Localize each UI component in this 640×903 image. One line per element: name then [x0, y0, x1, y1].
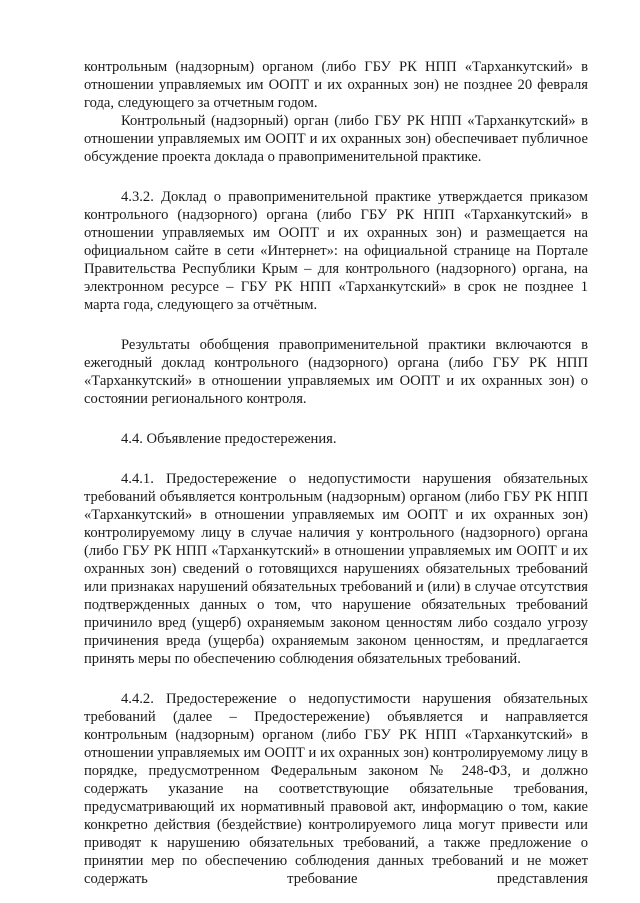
- paragraph-4-4-2: 4.4.2. Предостережение о недопустимости нарушения обязательных требований (далее – Предостережение) объявляется и направляется контрольным (надзорным) органом (либо ГБУ РК НПП «Тарханкутский» в отношении управляемых им ООПТ и их охранных зон) контролируемому лицу в порядке, предусмотренном Федеральным законом № 248-ФЗ, и должно содержать указание на соответствующие обязательные требования, предусматривающий их нормативный правовой акт, информацию о том, какие конкретно действия (бездействие) контролируемого лица могут привести или приводят к нарушению обязательных требований, а также предложение о принятии мер по обеспечению соблюдения данных требований и не может содержать требование представления: [84, 691, 588, 887]
- paragraph-continuation: контрольным (надзорным) органом (либо ГБУ РК НПП «Тарханкутский» в отношении управляемых им ООПТ и их охранных зон) не позднее 20 февраля года, следующего за отчетным годом.: [84, 59, 588, 111]
- document-body: [84, 58, 588, 888]
- section-heading-4-4: 4.4. Объявление предостережения.: [121, 431, 337, 447]
- paragraph-public-discussion: Контрольный (надзорный) орган (либо ГБУ РК НПП «Тарханкутский» в отношении управляемых им ООПТ и их охранных зон) обеспечивает публичное обсуждение проекта доклада о правоприменительной практике.: [84, 113, 588, 165]
- paragraph-4-3-2: 4.3.2. Доклад о правоприменительной практике утверждается приказом контрольного (надзорного) органа (либо ГБУ РК НПП «Тарханкутский» в отношении управляемых им ООПТ и их охранных зон) и размещается на официальном сайте в сети «Интернет»: на официальной странице на Портале Правительства Республики Крым – для контрольного (надзорного) органа, на электронном ресурсе – ГБУ РК НПП «Тарханкутский» в срок не позднее 1 марта года, следующего за отчётным.: [84, 189, 588, 313]
- paragraph-4-4-1: 4.4.1. Предостережение о недопустимости нарушения обязательных требований объявляется контрольным (надзорным) органом (либо ГБУ РК НПП «Тарханкутский» в отношении управляемых им ООПТ и их охранных зон) контролируемому лицу в случае наличия у контрольного (надзорного) органа (либо ГБУ РК НПП «Тарханкутский» в отношении управляемых им ООПТ и их охранных зон) сведений о готовящихся нарушениях обязательных требований или признаках нарушений обязательных требований и (или) в случае отсутствия подтвержденных данных о том, что нарушение обязательных требований причинило вред (ущерб) охраняемым законом ценностям либо создало угрозу причинения вреда (ущерба) охраняемым законом ценностям, и предлагается принять меры по обеспечению соблюдения обязательных требований.: [84, 471, 588, 667]
- paragraph-results-summary: Результаты обобщения правоприменительной практики включаются в ежегодный доклад контрольного (надзорного) органа (либо ГБУ РК НПП «Тарханкутский» в отношении управляемых им ООПТ и их охранных зон) о состоянии регионального контроля.: [84, 337, 588, 407]
